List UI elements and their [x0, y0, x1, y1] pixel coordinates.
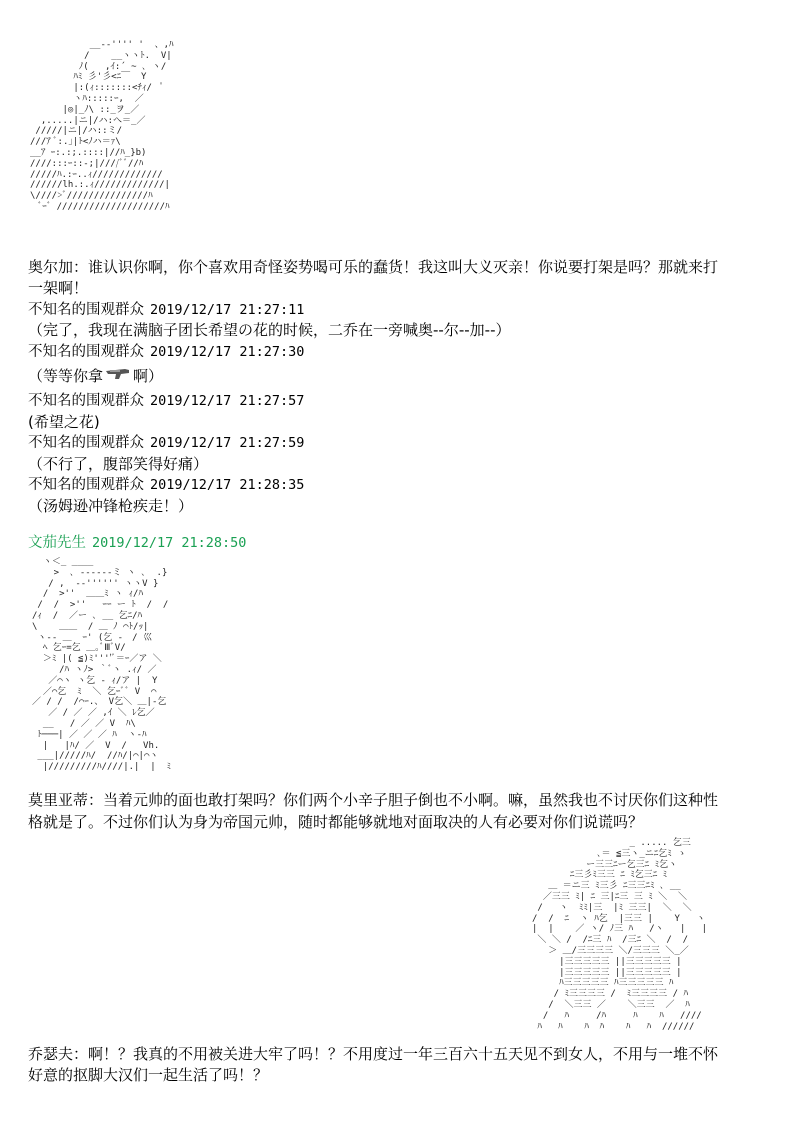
dialogue-joseph-line2: 好意的抠脚大汉们一起生活了吗！？ — [28, 1066, 269, 1084]
comment-author: 不知名的围观群众 — [28, 393, 144, 409]
comment-meta — [28, 342, 778, 363]
comment-meta — [28, 300, 778, 321]
comment-timestamp: 2019/12/17 21:28:35 — [150, 477, 305, 493]
dialogue-orga-line1: 奥尔加：谁认识你啊，你个喜欢用奇怪姿势喝可乐的蠢货！我这叫大义灭亲！你说要打架是吗？那就来打 — [28, 258, 719, 276]
comment-author: 不知名的围观群众 — [28, 302, 144, 318]
comment-meta-author-post — [28, 533, 778, 554]
comment-meta — [28, 433, 778, 454]
dialogue-moriarty-line2: 格就是了。不过你们认为身为帝国元帅，随时都能够就地对面取决的人有必要对你们说谎吗？ — [28, 813, 644, 831]
comment-author: 不知名的围观群众 — [28, 435, 144, 451]
dialogue-orga-line2: 一架啊！ — [28, 279, 89, 297]
gun-icon — [105, 366, 131, 387]
post-timestamp: 2019/12/17 21:28:50 — [92, 535, 247, 551]
comment-timestamp: 2019/12/17 21:27:59 — [150, 435, 305, 451]
comment-text-part: 啊） — [133, 367, 164, 385]
comment-text-part: （等等你拿 — [28, 367, 104, 385]
dialogue-moriarty-line1: 莫里亚蒂：当着元帅的面也敢打架吗？你们两个小辛子胆子倒也不小啊。嘛，虽然我也不讨厌你们这种性 — [28, 791, 719, 809]
comment-timestamp: 2019/12/17 21:27:57 — [150, 393, 305, 409]
post-author: 文茄先生 — [28, 535, 86, 551]
dialogue-joseph-line1: 乔瑟夫：啊！？我真的不用被关进大牢了吗！？不用度过一年三百六十五天见不到女人，不用与一堆不怀 — [28, 1045, 719, 1063]
comment-author: 不知名的围观群众 — [28, 477, 144, 493]
comment-meta — [28, 475, 778, 496]
comment-timestamp: 2019/12/17 21:27:11 — [150, 302, 305, 318]
comment-timestamp: 2019/12/17 21:27:30 — [150, 344, 305, 360]
comment-text: (希望之花) — [28, 413, 100, 431]
comment-author: 不知名的围观群众 — [28, 344, 144, 360]
ascii-art-figure-moriarty: ヽ＜_ ____ > ､ -‐‐‐‐‐ミ ヽ ､ .} / , -‐'''''' ヽヽV } / >'' ＿＿ﾐ ヽ ｨ/ﾊ / / >'' ｰｰ ー ﾄ / / /ｨ / ／ー ､ __ 乞ﾆ/ﾊ \ ＿＿ / ＿ ﾉ ⌒ﾄ/ｯ| ヽ‐‐ ＿ ｰ' (乞 - / 巛 ﾍ 乞ｰ=乞 ＿｡ﾞⅢﾞV/ ＞ﾐ |( ≦)ﾐ''''ﾞ＝ｰ／ア ＼ /ﾊ ヽﾉ> ｀ﾞヽ .ｨ/ ／ ／⌒ヽ ヽ乞 - ｨ/ア | Y ／⌒乞 ﾐ ＼ 乞ｰﾞﾞ V ⌒ ／ / / /⌒ｰ.、 V乞＼ ＿|-乞 ／ / ／ ／ ,ｲ ＼ ﾚ乞／ __ / ／ ／ V ﾊ\ ﾄ───| ／ ／ ／ ﾊ ヽ‐ﾊ | |ﾊ/ ／ V / Vh. ___|/////ﾊ/ //ﾊ/|⌒|⌒ヽ |/////////ﾊ////|.| | ﾐ — [32, 557, 172, 773]
ascii-art-figure-joseph: _ ..... 乞三 ､＝ ≦三ヽ_ニﾆ乞ﾐ ゝ ー三三ﾆー乞三ﾆ ﾐ乞ヽ ﾆ三彡ﾐ三三 ﾆ ﾐ乞三ﾆ ﾐ ＿ ＝ニ三 ﾐ三彡 ﾆ三三ﾆﾐ ､ __ ／三三 ﾐ| ﾆ 三|ﾆ三 三 ﾐ ＼ ＼ / ヽ ﾐﾐ|三 |ﾐ 三三| ＼ ＼ / / ﾆ ヽ ﾊ乞 |三三 | Y ヽ | | ／ ヽ/ ﾉ三 ﾊ /ヽ | | ＼ ＼ / /ﾆ三 ﾊ /三ﾆ ＼ / / ＞ ＿/三三三三 ＼/三三三 ＼_／ |三三三三三 ||三三三三三 | |三三三三三 ||三三三三三 | ﾊ三三三三三 ﾊ三三三三三 ﾊ / ﾐ三三三三 / ﾐ三三三三 / ﾊ / ＼三三 ／ ＼三三 ／ ﾊ / ﾊ /ﾊ ﾊ ﾊ //// ﾊ ﾊ ﾊ ﾊ ﾊ ﾊ ////// — [532, 838, 708, 1032]
comment-text: （不行了，腹部笑得好痛） — [28, 455, 209, 473]
comment-meta — [28, 391, 778, 412]
comment-text: （汤姆逊冲锋枪疾走！） — [28, 497, 194, 515]
comment-text — [28, 366, 778, 387]
comment-text: （完了，我现在满脑子团长希望の花的时候，二乔在一旁喊奥--尔--加--） — [28, 321, 511, 339]
ascii-art-figure-orga: __-‐'''' ' 、,ﾊ / __ヽヽﾄ. V| ﾉ( ,ｲ:´ ~ ､ ヽ/ ﾊﾐ 彡'彡<ﾆ￣ Y |:(ｨ:::::::<ﾁｨ/ ﾟ ヽﾊ:::::ｰ, ／ |◎|_ﾉ\ ::_ヲ_／ ,.....|ニ|/ハ:へ＝_／ /////|ニ|/ハ::ミ/ ///ｱ ﾞ:.｣|ﾄ<ﾉハ＝ｧ\ __ｱ ｰ:.:;.::::|//ﾊ_}b) ////:::ｰ::-;|////ﾞﾞ//ﾊ /////ﾊ.:ｰ..ｨ///////////// //////lh.:.ｨ/////////////| \////>ﾞ///////////////ﾊ ﾞｰﾞ ////////////////////ﾊ — [30, 40, 174, 212]
